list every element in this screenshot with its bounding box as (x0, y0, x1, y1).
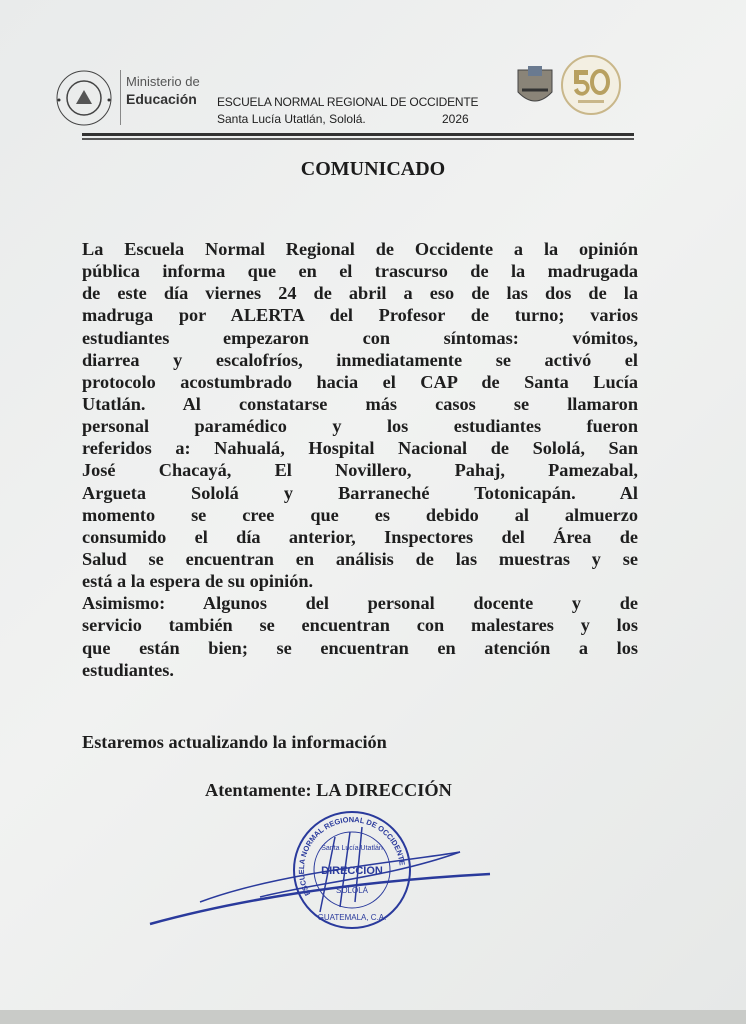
paper-edge (0, 1010, 746, 1024)
header-rule (82, 133, 634, 136)
update-note: Estaremos actualizando la información (82, 732, 387, 752)
stamp-sub-text: Santa Lucía Utatlán (321, 845, 383, 852)
body-line: momento se cree que es debido al almuerzo (82, 504, 638, 525)
stamp-bottom-1: SOLOLÁ (335, 886, 369, 895)
body-line: consumido el día anterior, Inspectores del Área de (82, 526, 638, 547)
body-line: que están bien; se encuentran en atención a los (82, 637, 638, 658)
body-line: madruga por ALERTA del Profesor de turno; varios (82, 305, 638, 326)
guatemala-seal-logo (54, 68, 114, 128)
document-title: COMUNICADO (300, 158, 446, 180)
school-name: ESCUELA NORMAL REGIONAL DE OCCIDENTE (217, 95, 479, 109)
anniversary-50-logo (560, 54, 622, 116)
body-line: Argueta Sololá y Barraneché Totonicapán. Al (82, 482, 638, 503)
body-line: Salud se encuentran en análisis de las muestras y se (82, 548, 638, 569)
stamp-center: DIRECCIÓN (321, 865, 383, 877)
body-line: Utatlán. Al constatarse más casos se llamaron (82, 393, 638, 414)
body-line: referidos a: Nahualá, Hospital Nacional de Sololá, San (82, 438, 638, 459)
body-line: protocolo acostumbrado hacia el CAP de Santa Lucía (82, 371, 638, 392)
school-crest-logo (512, 62, 558, 110)
divider (120, 70, 121, 125)
body-line: pública informa que en el trascurso de la madrugada (82, 261, 638, 282)
body-line: Asimismo: Algunos del personal docente y de (82, 593, 638, 614)
year: 2026 (442, 112, 469, 126)
body-line: diarrea y escalofríos, inmediatamente se activó el (82, 349, 638, 370)
body-line: servicio también se encuentran con malestares y los (82, 615, 638, 636)
body-line: personal paramédico y los estudiantes fueron (82, 416, 638, 437)
body-line: estudiantes empezaron con síntomas: vómitos, (82, 327, 638, 348)
ministry-label: Ministerio de (126, 74, 200, 89)
body-line: de este día viernes 24 de abril a eso de las dos de la (82, 283, 638, 304)
signoff: Atentamente: LA DIRECCIÓN (205, 780, 452, 800)
communique-body (82, 238, 638, 681)
direction-stamp-signature (140, 802, 500, 942)
header-rule-2 (82, 138, 634, 140)
body-line: La Escuela Normal Regional de Occidente a la opinión (82, 239, 638, 259)
ministry-name: Educación (126, 91, 197, 107)
school-location: Santa Lucía Utatlán, Sololá. (217, 112, 366, 126)
body-line: estudiantes. (82, 659, 174, 680)
body-line: José Chacayá, El Novillero, Pahaj, Pamezabal, (82, 460, 638, 481)
body-line: está a la espera de su opinión. (82, 571, 314, 592)
letterhead (50, 60, 690, 140)
stamp-bottom-2: GUATEMALA, C.A. (317, 913, 387, 922)
stamp-ring-text: ESCUELA NORMAL REGIONAL DE OCCIDENTE (296, 815, 407, 898)
